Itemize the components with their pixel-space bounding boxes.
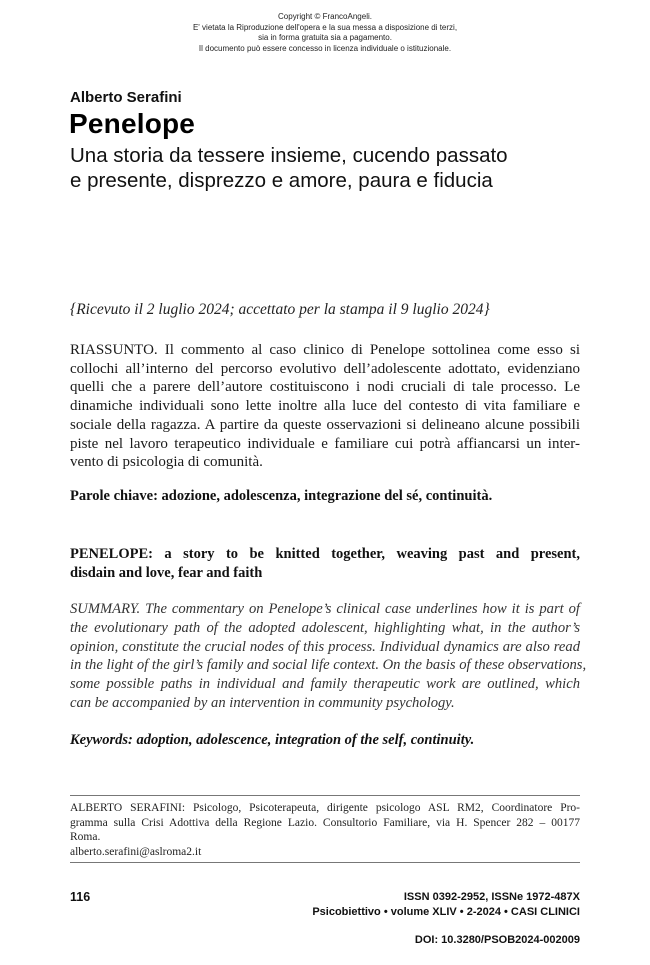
abstract-line: piste nel lavoro terapeutico individuale e familiare cui potrà affiancarsi un inter- (70, 435, 580, 452)
summary-english (70, 600, 587, 713)
article-title: Penelope (69, 108, 196, 139)
author-affiliation (70, 801, 580, 859)
article-subtitle (70, 143, 600, 193)
journal-info (312, 890, 580, 920)
affiliation-top-divider (70, 795, 580, 796)
copyright-line: Il documento può essere concesso in licenza individuale o istituzionale. (198, 43, 452, 53)
abstract-line: quelli che a parere dell’autore costituiscono i nodi cruciali di tale processo. Le (70, 379, 580, 396)
doi-link[interactable]: DOI: 10.3280/PSOB2024-002009 (414, 934, 580, 946)
summary-line: opinion, constitute the crucial nodes of this process. Individual dynamics are also read (70, 638, 580, 655)
abstract-line: dinamiche individuali sono lette inoltre alla luce del contesto di vita familiare e (70, 398, 580, 415)
copyright-line: sia in forma gratuita sia a pagamento. (258, 33, 392, 42)
affiliation-line: Roma. (70, 831, 101, 843)
copyright-line: Copyright © FrancoAngeli. (278, 12, 372, 21)
abstract-italian (70, 341, 580, 472)
copyright-line: E' vietata la Riproduzione dell'opera e la sua messa a disposizione di terzi, (192, 22, 458, 32)
abstract-line: sociale della ragazza. A partire da queste osservazioni si delineano alcune possibili (70, 416, 580, 433)
english-title (70, 545, 580, 583)
subtitle-line: e presente, disprezzo e amore, paura e fiducia (70, 169, 493, 192)
page-number: 116 (70, 890, 91, 904)
keywords-italian: Parole chiave: adozione, adolescenza, integrazione del sé, continuità. (70, 488, 493, 504)
summary-line: some possible paths in individual and family therapeutic work are outlined, which (70, 676, 580, 693)
keywords-english: Keywords: adoption, adolescence, integration of the self, continuity. (70, 732, 475, 748)
copyright-notice (0, 12, 650, 54)
journal-line: Psicobiettivo • volume XLIV • 2-2024 • CASI CLINICI (312, 906, 580, 918)
author-name: Alberto Serafini (70, 89, 182, 106)
issn-line: ISSN 0392-2952, ISSNe 1972-487X (403, 891, 580, 903)
summary-line: can be accompanied by an intervention in community psychology. (70, 694, 455, 711)
abstract-line: RIASSUNTO. Il commento al caso clinico di Penelope sottolinea come esso si (70, 342, 580, 358)
summary-line: in the light of the girl’s family and social life context. On the basis of these observations, (70, 657, 587, 674)
affiliation-line: gramma sulla Crisi Adottiva della Regione Lazio. Consultorio Familiare, via H. Spencer 282 – 00177 (70, 816, 580, 829)
abstract-line: vento di psicologia di comunità. (70, 454, 263, 471)
english-title-line: PENELOPE: a story to be knitted together, weaving past and present, (70, 546, 580, 562)
summary-line: the evolutionary path of the adopted adolescent, highlighting what, in the author’s (70, 619, 580, 636)
abstract-line: collochi all’interno del percorso evolutivo dell’adolescente adottato, evidenziano (70, 360, 580, 377)
subtitle-line: Una storia da tessere insieme, cucendo passato (70, 144, 508, 167)
received-dates: {Ricevuto il 2 luglio 2024; accettato per la stampa il 9 luglio 2024} (70, 301, 490, 318)
affiliation-bottom-divider (70, 862, 580, 863)
affiliation-line: ALBERTO SERAFINI: Psicologo, Psicoterapeuta, dirigente psicologo ASL RM2, Coordinatore Pro- (70, 802, 580, 814)
author-email[interactable]: alberto.serafini@aslroma2.it (70, 845, 202, 858)
summary-line: SUMMARY. The commentary on Penelope’s clinical case underlines how it is part of (70, 601, 580, 617)
english-title-line: disdain and love, fear and faith (70, 565, 263, 581)
